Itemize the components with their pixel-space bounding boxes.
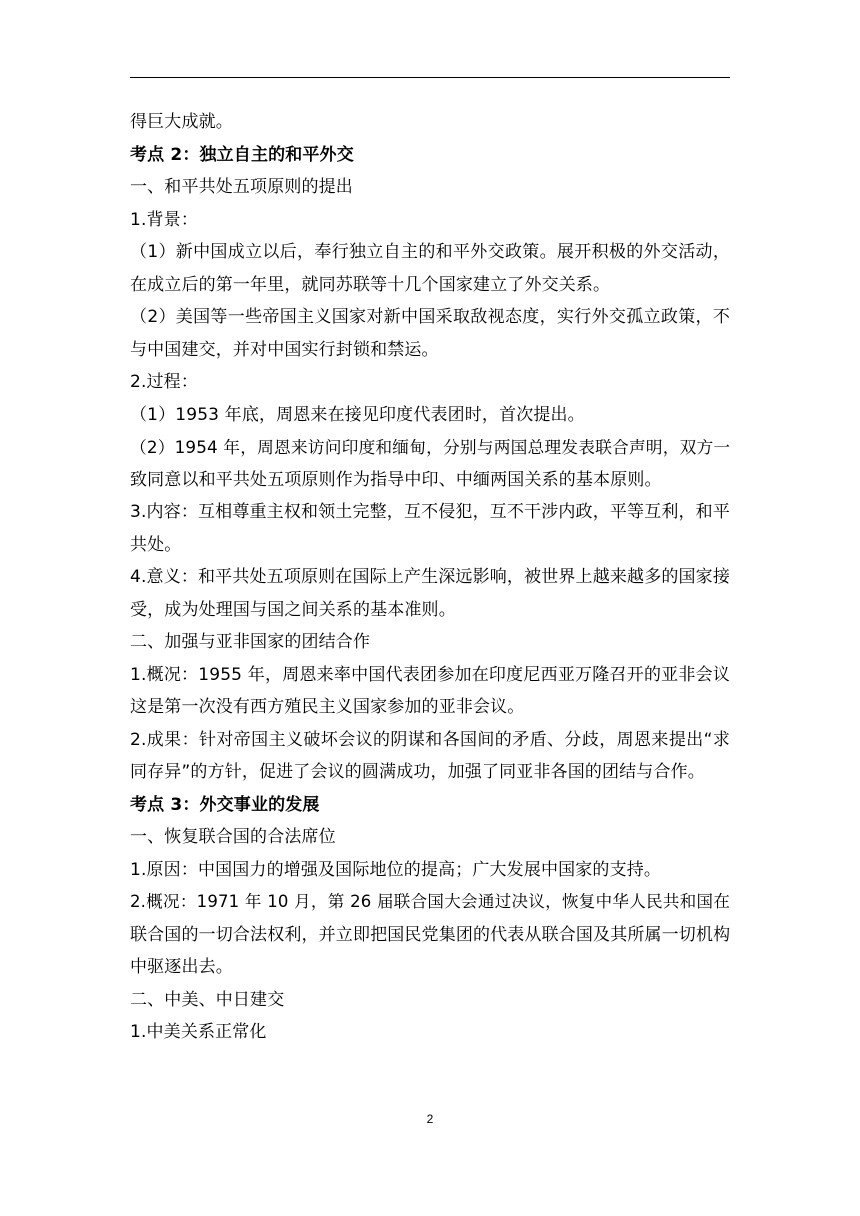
text-line: 2.概况：1971 年 10 月，第 26 届联合国大会通过决议，恢复中华人民共和国在 (130, 892, 730, 911)
text-line: （1）1953 年底，周恩来在接见印度代表团时，首次提出。 (130, 404, 585, 425)
section-heading: 考点 2：独立自主的和平外交 (130, 144, 354, 165)
item-heading: 1.背景： (130, 209, 198, 230)
text-line: 1.原因：中国国力的增强及国际地位的提高；广大发展中国家的支持。 (130, 859, 662, 880)
text-line: （2）1954 年，周恩来访问印度和缅甸，分别与两国总理发表联合声明，双方一 (130, 437, 730, 457)
item-heading: 1.中美关系正常化 (130, 1022, 267, 1042)
text-line: 在成立后的第一年里，就同苏联等十几个国家建立了外交关系。 (130, 274, 611, 295)
subsection-heading: 二、中美、中日建交 (130, 989, 285, 1010)
text-line: 4.意义：和平共处五项原则在国际上产生深远影响，被世界上越来越多的国家接 (130, 567, 730, 587)
text-line: （1）新中国成立以后，奉行独立自主的和平外交政策。展开积极的外交活动， (130, 242, 730, 262)
text-line: 这是第一次没有西方殖民主义国家参加的亚非会议。 (130, 697, 525, 717)
text-line: 同存异”的方针，促进了会议的圆满成功，加强了同亚非各国的团结与合作。 (130, 762, 705, 782)
text-line: 中驱逐出去。 (130, 957, 233, 977)
section-heading: 考点 3：外交事业的发展 (130, 794, 320, 815)
text-line: 受，成为处理国与国之间关系的基本准则。 (130, 599, 456, 620)
text-line: 得巨大成就。 (130, 112, 233, 132)
page-number: 2 (426, 1112, 434, 1126)
text-line: 致同意以和平共处五项原则作为指导中印、中缅两国关系的基本原则。 (130, 469, 662, 490)
text-line: 1.概况：1955 年，周恩来率中国代表团参加在印度尼西亚万隆召开的亚非会议 (130, 664, 730, 685)
text-line: 3.内容：互相尊重主权和领土完整，互不侵犯，互不干涉内政，平等互利，和平 (130, 502, 730, 522)
subsection-heading: 一、和平共处五项原则的提出 (130, 177, 353, 197)
subsection-heading: 二、加强与亚非国家的团结合作 (130, 632, 371, 652)
item-heading: 2.过程： (130, 372, 198, 392)
subsection-heading: 一、恢复联合国的合法席位 (130, 827, 336, 847)
text-line: 共处。 (130, 534, 182, 555)
document-body (130, 106, 730, 1049)
text-line: 2.成果：针对帝国主义破坏会议的阴谋和各国间的矛盾、分歧，周恩来提出“求 (130, 729, 730, 750)
text-line: 与中国建交，并对中国实行封锁和禁运。 (130, 339, 439, 360)
header-rule (130, 77, 730, 78)
text-line: （2）美国等一些帝国主义国家对新中国采取敌视态度，实行外交孤立政策，不 (130, 307, 730, 327)
text-line: 联合国的一切合法权利，并立即把国民党集团的代表从联合国及其所属一切机构 (130, 924, 730, 945)
